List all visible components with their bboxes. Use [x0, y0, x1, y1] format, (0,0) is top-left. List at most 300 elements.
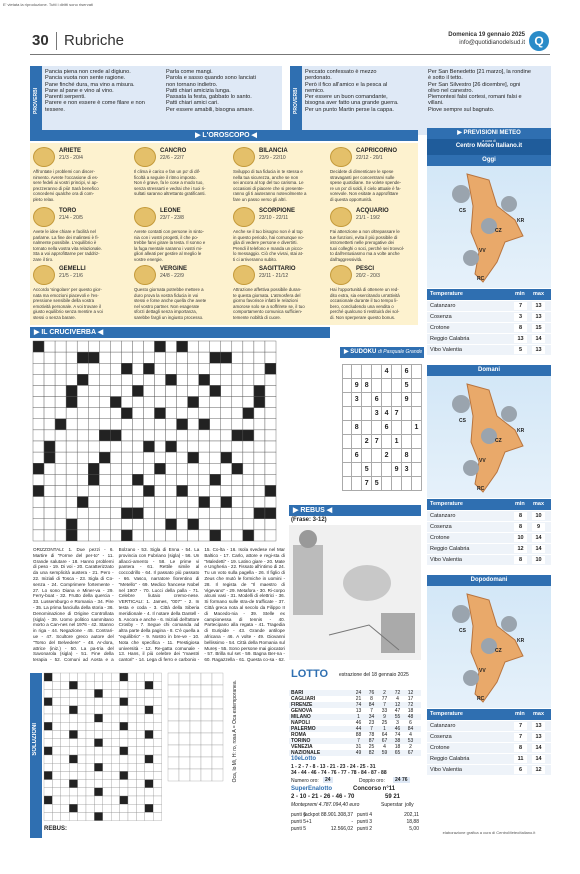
crossword-cell[interactable]	[166, 419, 177, 430]
crossword-cell[interactable]	[254, 419, 265, 430]
crossword-cell[interactable]	[143, 452, 154, 463]
sudoku-cell[interactable]	[352, 477, 362, 491]
crossword-cell[interactable]	[44, 341, 55, 352]
crossword-cell[interactable]	[88, 519, 99, 530]
crossword-cell[interactable]	[110, 408, 121, 419]
crossword-cell[interactable]	[44, 474, 55, 485]
crossword-cell[interactable]	[99, 341, 110, 352]
crossword-cell[interactable]	[88, 485, 99, 496]
crossword-cell[interactable]	[254, 374, 265, 385]
crossword-cell[interactable]	[221, 441, 232, 452]
crossword-cell[interactable]	[88, 397, 99, 408]
crossword-cell[interactable]	[254, 485, 265, 496]
crossword-cell[interactable]	[33, 374, 44, 385]
crossword-cell[interactable]	[232, 341, 243, 352]
sudoku-cell[interactable]	[372, 463, 382, 477]
crossword-cell[interactable]	[99, 530, 110, 541]
crossword-cell[interactable]	[55, 485, 66, 496]
crossword-cell[interactable]	[254, 341, 265, 352]
crossword-cell[interactable]	[143, 341, 154, 352]
crossword-cell[interactable]	[77, 408, 88, 419]
crossword-cell[interactable]	[221, 408, 232, 419]
crossword-cell[interactable]	[88, 430, 99, 441]
sudoku-cell[interactable]	[412, 435, 422, 449]
sudoku-cell[interactable]: 3	[352, 393, 362, 407]
crossword-cell[interactable]	[33, 352, 44, 363]
crossword-cell[interactable]	[177, 363, 188, 374]
crossword-cell[interactable]	[254, 452, 265, 463]
crossword-cell[interactable]	[88, 374, 99, 385]
crossword-cell[interactable]	[132, 363, 143, 374]
crossword-cell[interactable]	[188, 463, 199, 474]
crossword-cell[interactable]	[188, 374, 199, 385]
crossword-cell[interactable]	[155, 497, 166, 508]
sudoku-cell[interactable]: 6	[402, 365, 412, 379]
crossword-cell[interactable]	[221, 530, 232, 541]
crossword-grid[interactable]	[33, 341, 276, 541]
sudoku-cell[interactable]	[343, 365, 352, 379]
crossword-cell[interactable]	[177, 474, 188, 485]
sudoku-cell[interactable]: 8	[352, 421, 362, 435]
crossword-cell[interactable]	[177, 463, 188, 474]
crossword-cell[interactable]	[265, 474, 276, 485]
sudoku-cell[interactable]	[372, 449, 382, 463]
crossword-cell[interactable]	[44, 419, 55, 430]
sudoku-cell[interactable]	[372, 421, 382, 435]
crossword-cell[interactable]	[77, 341, 88, 352]
crossword-cell[interactable]	[232, 485, 243, 496]
crossword-cell[interactable]	[254, 497, 265, 508]
crossword-cell[interactable]	[232, 508, 243, 519]
crossword-cell[interactable]	[166, 485, 177, 496]
crossword-cell[interactable]	[33, 408, 44, 419]
sudoku-cell[interactable]	[412, 393, 422, 407]
sudoku-cell[interactable]	[412, 365, 422, 379]
crossword-cell[interactable]	[210, 363, 221, 374]
crossword-cell[interactable]	[210, 341, 221, 352]
sudoku-cell[interactable]	[412, 463, 422, 477]
crossword-cell[interactable]	[143, 463, 154, 474]
crossword-cell[interactable]	[188, 419, 199, 430]
crossword-cell[interactable]	[199, 452, 210, 463]
sudoku-cell[interactable]: 4	[382, 407, 392, 421]
crossword-cell[interactable]	[199, 430, 210, 441]
crossword-cell[interactable]	[243, 397, 254, 408]
crossword-cell[interactable]	[166, 530, 177, 541]
crossword-cell[interactable]	[210, 452, 221, 463]
crossword-cell[interactable]	[99, 385, 110, 396]
crossword-cell[interactable]	[77, 519, 88, 530]
crossword-cell[interactable]	[166, 463, 177, 474]
crossword-cell[interactable]	[199, 519, 210, 530]
crossword-cell[interactable]	[132, 352, 143, 363]
crossword-cell[interactable]	[121, 430, 132, 441]
crossword-cell[interactable]	[221, 519, 232, 530]
crossword-cell[interactable]	[110, 463, 121, 474]
crossword-cell[interactable]	[66, 485, 77, 496]
crossword-cell[interactable]	[166, 363, 177, 374]
sudoku-cell[interactable]	[343, 463, 352, 477]
crossword-cell[interactable]	[110, 519, 121, 530]
crossword-cell[interactable]	[210, 508, 221, 519]
crossword-cell[interactable]	[166, 352, 177, 363]
crossword-cell[interactable]	[99, 419, 110, 430]
crossword-cell[interactable]	[254, 408, 265, 419]
sudoku-cell[interactable]: 7	[362, 477, 372, 491]
crossword-cell[interactable]	[77, 452, 88, 463]
crossword-cell[interactable]	[243, 374, 254, 385]
crossword-cell[interactable]	[254, 474, 265, 485]
sudoku-cell[interactable]	[402, 435, 412, 449]
crossword-cell[interactable]	[243, 341, 254, 352]
crossword-cell[interactable]	[243, 497, 254, 508]
crossword-cell[interactable]	[121, 519, 132, 530]
crossword-cell[interactable]	[232, 374, 243, 385]
sudoku-cell[interactable]	[402, 477, 412, 491]
crossword-cell[interactable]	[66, 352, 77, 363]
crossword-cell[interactable]	[155, 530, 166, 541]
crossword-cell[interactable]	[132, 530, 143, 541]
sudoku-cell[interactable]	[352, 365, 362, 379]
crossword-cell[interactable]	[221, 485, 232, 496]
sudoku-cell[interactable]: 2	[382, 449, 392, 463]
sudoku-cell[interactable]	[412, 379, 422, 393]
contact-email[interactable]: info@quotidianodelsud.it	[459, 40, 525, 46]
crossword-cell[interactable]	[132, 397, 143, 408]
crossword-cell[interactable]	[55, 441, 66, 452]
crossword-cell[interactable]	[199, 530, 210, 541]
crossword-cell[interactable]	[243, 385, 254, 396]
crossword-cell[interactable]	[44, 397, 55, 408]
crossword-cell[interactable]	[121, 497, 132, 508]
crossword-cell[interactable]	[155, 397, 166, 408]
crossword-cell[interactable]	[155, 374, 166, 385]
crossword-cell[interactable]	[265, 341, 276, 352]
crossword-cell[interactable]	[110, 485, 121, 496]
crossword-cell[interactable]	[155, 352, 166, 363]
crossword-cell[interactable]	[143, 530, 154, 541]
crossword-cell[interactable]	[199, 441, 210, 452]
crossword-cell[interactable]	[99, 519, 110, 530]
crossword-cell[interactable]	[143, 474, 154, 485]
sudoku-cell[interactable]	[382, 477, 392, 491]
sudoku-cell[interactable]	[382, 379, 392, 393]
crossword-cell[interactable]	[210, 463, 221, 474]
sudoku-cell[interactable]	[402, 407, 412, 421]
crossword-cell[interactable]	[88, 441, 99, 452]
crossword-cell[interactable]	[66, 508, 77, 519]
crossword-cell[interactable]	[110, 341, 121, 352]
crossword-cell[interactable]	[221, 397, 232, 408]
crossword-cell[interactable]	[121, 397, 132, 408]
crossword-cell[interactable]	[66, 463, 77, 474]
crossword-cell[interactable]	[199, 397, 210, 408]
crossword-cell[interactable]	[121, 463, 132, 474]
crossword-cell[interactable]	[66, 497, 77, 508]
crossword-cell[interactable]	[99, 508, 110, 519]
crossword-cell[interactable]	[33, 519, 44, 530]
crossword-cell[interactable]	[232, 441, 243, 452]
sudoku-cell[interactable]: 8	[362, 379, 372, 393]
crossword-cell[interactable]	[99, 363, 110, 374]
crossword-cell[interactable]	[166, 397, 177, 408]
crossword-cell[interactable]	[33, 452, 44, 463]
crossword-cell[interactable]	[265, 452, 276, 463]
crossword-cell[interactable]	[66, 408, 77, 419]
sudoku-cell[interactable]: 7	[372, 435, 382, 449]
sudoku-cell[interactable]	[402, 421, 412, 435]
crossword-cell[interactable]	[265, 519, 276, 530]
sudoku-cell[interactable]	[392, 393, 402, 407]
sudoku-cell[interactable]	[343, 435, 352, 449]
sudoku-cell[interactable]: 4	[382, 365, 392, 379]
crossword-cell[interactable]	[110, 508, 121, 519]
crossword-cell[interactable]	[155, 452, 166, 463]
crossword-cell[interactable]	[254, 519, 265, 530]
crossword-cell[interactable]	[177, 408, 188, 419]
crossword-cell[interactable]	[66, 441, 77, 452]
sudoku-cell[interactable]	[343, 477, 352, 491]
sudoku-cell[interactable]	[412, 449, 422, 463]
crossword-cell[interactable]	[110, 385, 121, 396]
crossword-cell[interactable]	[55, 374, 66, 385]
crossword-cell[interactable]	[232, 497, 243, 508]
crossword-cell[interactable]	[55, 363, 66, 374]
crossword-cell[interactable]	[55, 508, 66, 519]
crossword-cell[interactable]	[55, 397, 66, 408]
crossword-cell[interactable]	[66, 419, 77, 430]
crossword-cell[interactable]	[33, 363, 44, 374]
sudoku-cell[interactable]	[372, 379, 382, 393]
crossword-cell[interactable]	[265, 441, 276, 452]
crossword-cell[interactable]	[243, 352, 254, 363]
crossword-cell[interactable]	[110, 363, 121, 374]
crossword-cell[interactable]	[232, 363, 243, 374]
crossword-cell[interactable]	[221, 385, 232, 396]
crossword-cell[interactable]	[77, 397, 88, 408]
crossword-cell[interactable]	[44, 530, 55, 541]
crossword-cell[interactable]	[132, 519, 143, 530]
crossword-cell[interactable]	[188, 474, 199, 485]
crossword-cell[interactable]	[143, 508, 154, 519]
crossword-cell[interactable]	[265, 497, 276, 508]
crossword-cell[interactable]	[110, 452, 121, 463]
sudoku-cell[interactable]	[412, 477, 422, 491]
crossword-cell[interactable]	[210, 519, 221, 530]
crossword-cell[interactable]	[110, 530, 121, 541]
sudoku-cell[interactable]: 3	[372, 407, 382, 421]
sudoku-cell[interactable]: 9	[392, 463, 402, 477]
sudoku-cell[interactable]	[362, 421, 372, 435]
crossword-cell[interactable]	[199, 352, 210, 363]
sudoku-cell[interactable]	[362, 449, 372, 463]
crossword-cell[interactable]	[177, 441, 188, 452]
crossword-cell[interactable]	[88, 452, 99, 463]
crossword-cell[interactable]	[33, 419, 44, 430]
crossword-cell[interactable]	[88, 497, 99, 508]
crossword-cell[interactable]	[143, 430, 154, 441]
crossword-cell[interactable]	[44, 430, 55, 441]
crossword-cell[interactable]	[143, 497, 154, 508]
crossword-cell[interactable]	[77, 363, 88, 374]
sudoku-cell[interactable]: 1	[392, 435, 402, 449]
crossword-cell[interactable]	[77, 474, 88, 485]
crossword-cell[interactable]	[221, 508, 232, 519]
crossword-cell[interactable]	[77, 419, 88, 430]
crossword-cell[interactable]	[77, 485, 88, 496]
crossword-cell[interactable]	[132, 497, 143, 508]
sudoku-cell[interactable]: 5	[372, 477, 382, 491]
crossword-cell[interactable]	[210, 485, 221, 496]
sudoku-cell[interactable]	[382, 393, 392, 407]
crossword-cell[interactable]	[199, 463, 210, 474]
sudoku-cell[interactable]: 8	[402, 449, 412, 463]
crossword-cell[interactable]	[132, 341, 143, 352]
crossword-cell[interactable]	[55, 497, 66, 508]
crossword-cell[interactable]	[143, 519, 154, 530]
crossword-cell[interactable]	[265, 408, 276, 419]
crossword-cell[interactable]	[143, 408, 154, 419]
crossword-cell[interactable]	[33, 530, 44, 541]
crossword-cell[interactable]	[254, 463, 265, 474]
crossword-cell[interactable]	[66, 430, 77, 441]
crossword-cell[interactable]	[177, 397, 188, 408]
crossword-cell[interactable]	[66, 341, 77, 352]
sudoku-cell[interactable]: 7	[392, 407, 402, 421]
sudoku-cell[interactable]: 9	[352, 379, 362, 393]
crossword-cell[interactable]	[210, 430, 221, 441]
crossword-cell[interactable]	[99, 497, 110, 508]
crossword-cell[interactable]	[199, 474, 210, 485]
crossword-cell[interactable]	[121, 341, 132, 352]
crossword-cell[interactable]	[177, 374, 188, 385]
sudoku-cell[interactable]	[343, 393, 352, 407]
crossword-cell[interactable]	[121, 474, 132, 485]
crossword-cell[interactable]	[121, 485, 132, 496]
crossword-cell[interactable]	[121, 374, 132, 385]
crossword-cell[interactable]	[199, 363, 210, 374]
crossword-cell[interactable]	[199, 508, 210, 519]
crossword-cell[interactable]	[265, 463, 276, 474]
crossword-cell[interactable]	[55, 474, 66, 485]
crossword-cell[interactable]	[188, 430, 199, 441]
crossword-cell[interactable]	[33, 441, 44, 452]
crossword-cell[interactable]	[155, 419, 166, 430]
crossword-cell[interactable]	[221, 463, 232, 474]
crossword-cell[interactable]	[55, 352, 66, 363]
crossword-cell[interactable]	[77, 530, 88, 541]
crossword-cell[interactable]	[99, 374, 110, 385]
crossword-cell[interactable]	[110, 474, 121, 485]
crossword-cell[interactable]	[88, 385, 99, 396]
crossword-cell[interactable]	[199, 341, 210, 352]
crossword-cell[interactable]	[33, 474, 44, 485]
sudoku-cell[interactable]: 6	[382, 421, 392, 435]
crossword-cell[interactable]	[210, 408, 221, 419]
crossword-cell[interactable]	[177, 452, 188, 463]
crossword-cell[interactable]	[55, 519, 66, 530]
crossword-cell[interactable]	[33, 508, 44, 519]
crossword-cell[interactable]	[143, 397, 154, 408]
crossword-cell[interactable]	[77, 430, 88, 441]
crossword-cell[interactable]	[99, 397, 110, 408]
sudoku-cell[interactable]: 6	[352, 449, 362, 463]
crossword-cell[interactable]	[99, 352, 110, 363]
crossword-cell[interactable]	[44, 352, 55, 363]
crossword-cell[interactable]	[44, 463, 55, 474]
sudoku-cell[interactable]	[392, 379, 402, 393]
crossword-cell[interactable]	[166, 474, 177, 485]
crossword-cell[interactable]	[143, 374, 154, 385]
crossword-cell[interactable]	[188, 441, 199, 452]
crossword-cell[interactable]	[132, 452, 143, 463]
crossword-cell[interactable]	[66, 363, 77, 374]
crossword-cell[interactable]	[44, 485, 55, 496]
sudoku-cell[interactable]: 5	[402, 379, 412, 393]
crossword-cell[interactable]	[199, 408, 210, 419]
crossword-cell[interactable]	[55, 385, 66, 396]
crossword-cell[interactable]	[166, 452, 177, 463]
crossword-cell[interactable]	[177, 530, 188, 541]
crossword-cell[interactable]	[177, 519, 188, 530]
crossword-cell[interactable]	[199, 485, 210, 496]
crossword-cell[interactable]	[243, 474, 254, 485]
crossword-cell[interactable]	[232, 519, 243, 530]
crossword-cell[interactable]	[155, 441, 166, 452]
sudoku-grid[interactable]	[342, 364, 422, 494]
crossword-cell[interactable]	[188, 530, 199, 541]
sudoku-cell[interactable]	[343, 379, 352, 393]
sudoku-cell[interactable]	[352, 463, 362, 477]
sudoku-cell[interactable]	[362, 365, 372, 379]
crossword-cell[interactable]	[44, 508, 55, 519]
crossword-cell[interactable]	[55, 452, 66, 463]
crossword-cell[interactable]	[232, 452, 243, 463]
crossword-cell[interactable]	[110, 419, 121, 430]
sudoku-cell[interactable]	[343, 449, 352, 463]
crossword-cell[interactable]	[188, 363, 199, 374]
crossword-cell[interactable]	[110, 441, 121, 452]
crossword-cell[interactable]	[55, 463, 66, 474]
crossword-cell[interactable]	[155, 474, 166, 485]
crossword-cell[interactable]	[88, 419, 99, 430]
crossword-cell[interactable]	[188, 497, 199, 508]
crossword-cell[interactable]	[121, 441, 132, 452]
crossword-cell[interactable]	[88, 408, 99, 419]
crossword-cell[interactable]	[66, 474, 77, 485]
crossword-cell[interactable]	[132, 441, 143, 452]
crossword-cell[interactable]	[33, 385, 44, 396]
sudoku-cell[interactable]: 3	[402, 463, 412, 477]
crossword-cell[interactable]	[166, 341, 177, 352]
crossword-cell[interactable]	[110, 352, 121, 363]
sudoku-cell[interactable]	[412, 407, 422, 421]
crossword-cell[interactable]	[221, 374, 232, 385]
crossword-cell[interactable]	[254, 363, 265, 374]
crossword-cell[interactable]	[66, 374, 77, 385]
crossword-cell[interactable]	[155, 485, 166, 496]
crossword-cell[interactable]	[132, 408, 143, 419]
crossword-cell[interactable]	[155, 508, 166, 519]
crossword-cell[interactable]	[243, 508, 254, 519]
crossword-cell[interactable]	[132, 419, 143, 430]
crossword-cell[interactable]	[232, 352, 243, 363]
crossword-cell[interactable]	[199, 385, 210, 396]
crossword-cell[interactable]	[33, 430, 44, 441]
crossword-cell[interactable]	[265, 419, 276, 430]
crossword-cell[interactable]	[88, 508, 99, 519]
crossword-cell[interactable]	[221, 363, 232, 374]
